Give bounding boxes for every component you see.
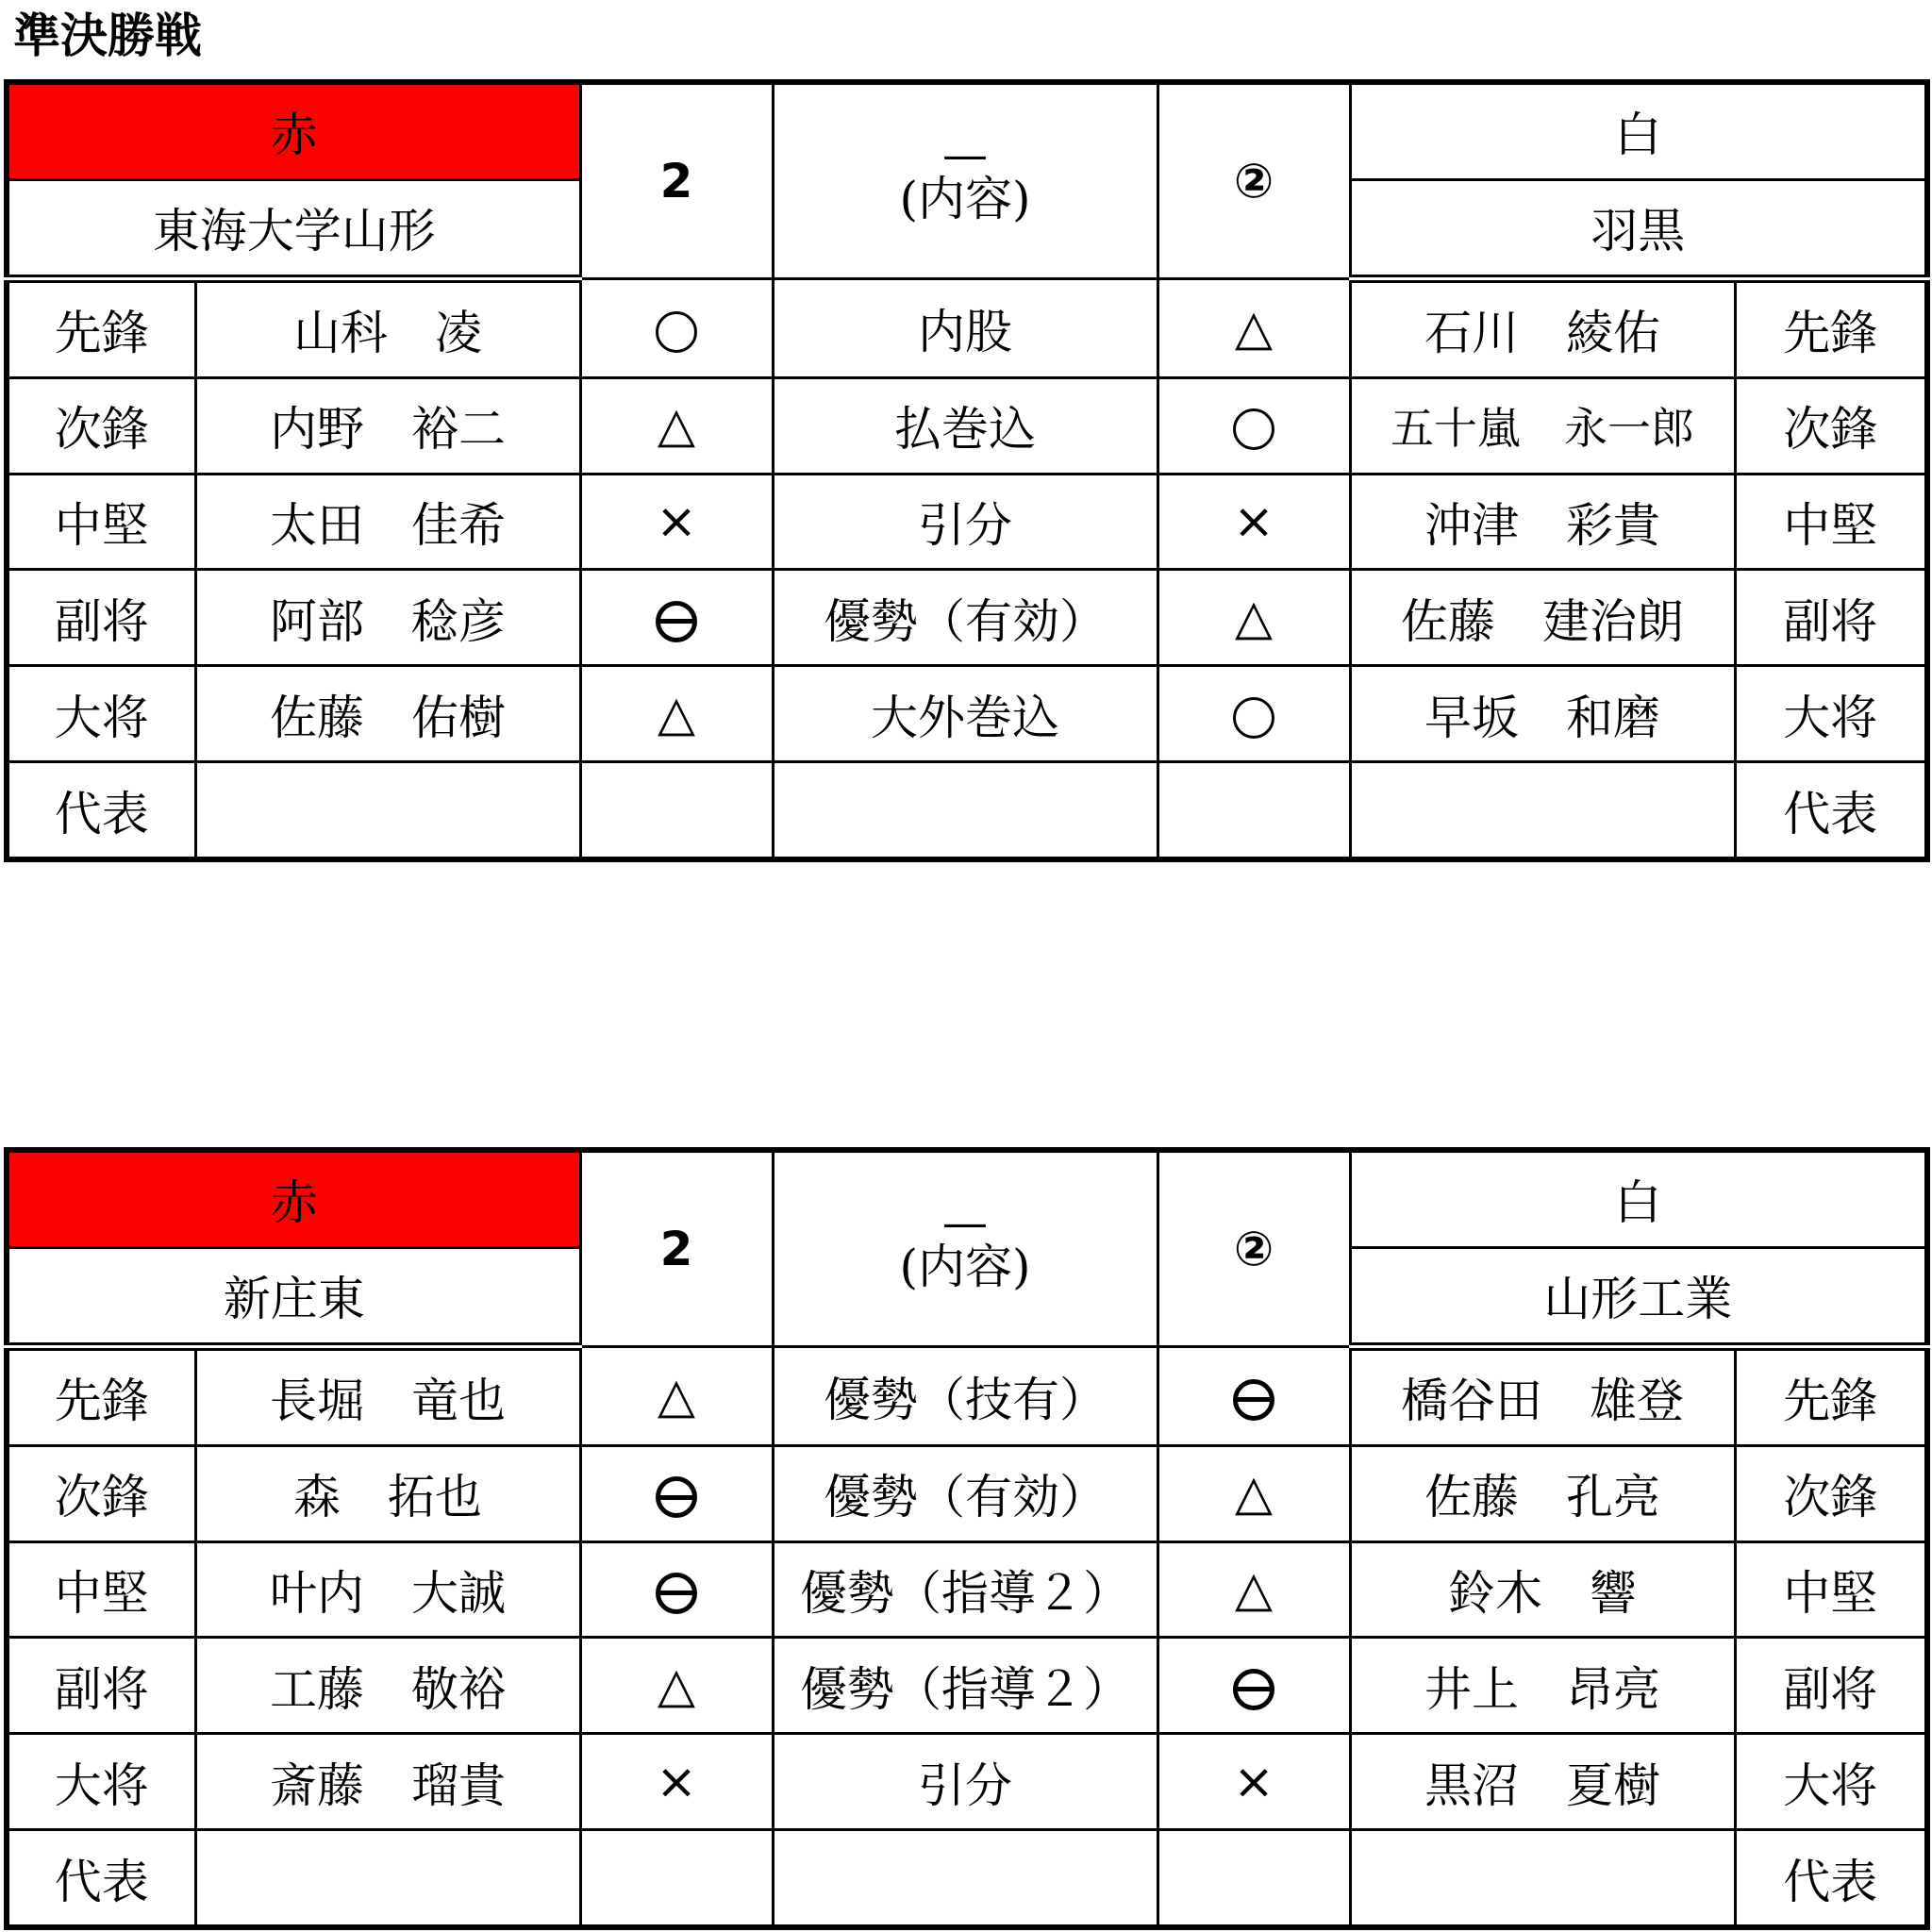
white-result [1158,1734,1350,1830]
table-row [7,762,1927,859]
white-result [1158,278,1350,377]
result-symbol: △ [1235,589,1273,646]
table-row [7,474,1927,570]
position-label: 先鋒 [7,278,195,377]
position-label-right: 先鋒 [1735,278,1927,377]
white-player-name: 沖津 彩貴 [1350,474,1735,570]
bout-content: 優勢（有効） [773,570,1158,666]
content-dash: — [942,128,988,182]
position-label-right: 次鋒 [1735,1445,1927,1541]
content-header [773,82,1158,278]
red-result [580,1445,773,1541]
red-player-name [195,762,580,859]
content-label: (内容) [899,172,1031,227]
position-label-right: 大将 [1735,1734,1927,1830]
red-team-name: 新庄東 [7,1247,580,1346]
position-label-right: 代表 [1735,1830,1927,1927]
position-label-right: 代表 [1735,762,1927,859]
bout-content [773,1830,1158,1927]
red-player-name: 阿部 稔彦 [195,570,580,666]
white-score: ② [1158,82,1350,278]
match-table [4,79,1930,862]
white-result [1158,1445,1350,1541]
red-result [580,474,773,570]
bout-content: 払巻込 [773,377,1158,474]
white-result [1158,1541,1350,1638]
position-label-right: 副将 [1735,1638,1927,1734]
white-player-name: 橋谷田 雄登 [1350,1346,1735,1445]
white-side-label: 白 [1350,82,1927,179]
red-player-name [195,1830,580,1927]
red-result [580,666,773,762]
match-table [4,1147,1930,1930]
white-result [1158,377,1350,474]
red-side-label: 赤 [7,82,580,179]
position-label: 大将 [7,666,195,762]
white-score: ② [1158,1150,1350,1346]
white-result [1158,1346,1350,1445]
white-team-name: 羽黒 [1350,179,1927,278]
position-label: 中堅 [7,1541,195,1638]
red-result [580,1541,773,1638]
position-label: 代表 [7,1830,195,1927]
minus-circle-icon [1233,1379,1274,1421]
red-player-name: 佐藤 佑樹 [195,666,580,762]
table-row [7,1830,1927,1927]
white-player-name: 鈴木 響 [1350,1541,1735,1638]
white-player-name [1350,762,1735,859]
table-row [7,1638,1927,1734]
result-symbol: △ [1235,1465,1273,1523]
red-result [580,1830,773,1927]
red-result [580,1638,773,1734]
position-label: 先鋒 [7,1346,195,1445]
white-player-name: 早坂 和磨 [1350,666,1735,762]
win-circle-icon [1233,408,1274,450]
bout-content: 引分 [773,1734,1158,1830]
white-result [1158,1638,1350,1734]
position-label-right: 先鋒 [1735,1346,1927,1445]
red-team-name: 東海大学山形 [7,179,580,278]
red-result [580,1734,773,1830]
header-row [7,82,1927,179]
position-label: 大将 [7,1734,195,1830]
bout-content: 引分 [773,474,1158,570]
win-circle-icon [656,311,697,353]
minus-circle-icon [656,1476,697,1518]
red-player-name: 太田 佳希 [195,474,580,570]
table-row [7,570,1927,666]
white-player-name: 五十嵐 永一郎 [1350,377,1735,474]
white-result [1158,570,1350,666]
bout-content: 優勢（指導２） [773,1638,1158,1734]
bout-content: 内股 [773,278,1158,377]
result-symbol: △ [658,1367,695,1424]
result-symbol: △ [658,1657,695,1714]
red-result [580,278,773,377]
white-team-name: 山形工業 [1350,1247,1927,1346]
red-player-name: 叶内 大誠 [195,1541,580,1638]
white-result [1158,666,1350,762]
white-result [1158,762,1350,859]
position-label: 副将 [7,1638,195,1734]
content-dash: — [942,1196,988,1250]
red-player-name: 長堀 竜也 [195,1346,580,1445]
result-symbol: × [656,492,697,550]
white-result [1158,1830,1350,1927]
win-circle-icon [1233,697,1274,739]
position-label-right: 中堅 [1735,474,1927,570]
red-player-name: 森 拓也 [195,1445,580,1541]
table-row [7,1346,1927,1445]
minus-circle-icon [1233,1669,1274,1710]
result-symbol: △ [1235,1560,1273,1618]
content-header [773,1150,1158,1346]
result-symbol: × [1233,492,1274,550]
white-player-name: 佐藤 建治朗 [1350,570,1735,666]
white-player-name: 石川 綾佑 [1350,278,1735,377]
red-result [580,1346,773,1445]
page-title: 準決勝戦 [13,8,202,63]
position-label: 次鋒 [7,1445,195,1541]
white-side-label: 白 [1350,1150,1927,1247]
bout-content: 大外巻込 [773,666,1158,762]
position-label-right: 副将 [1735,570,1927,666]
table-row [7,1445,1927,1541]
white-player-name: 黒沼 夏樹 [1350,1734,1735,1830]
bout-content: 優勢（技有） [773,1346,1158,1445]
bout-content: 優勢（有効） [773,1445,1158,1541]
bout-content [773,762,1158,859]
red-player-name: 斎藤 瑠貴 [195,1734,580,1830]
position-label: 中堅 [7,474,195,570]
red-side-label: 赤 [7,1150,580,1247]
table-row [7,278,1927,377]
minus-circle-icon [656,601,697,642]
position-label: 代表 [7,762,195,859]
bout-content: 優勢（指導２） [773,1541,1158,1638]
result-symbol: × [1233,1753,1274,1810]
content-label: (内容) [899,1240,1031,1295]
white-result [1158,474,1350,570]
table-row [7,666,1927,762]
white-player-name: 佐藤 孔亮 [1350,1445,1735,1541]
red-result [580,377,773,474]
result-symbol: △ [658,685,695,742]
position-label-right: 大将 [1735,666,1927,762]
table-row [7,377,1927,474]
table-row [7,1541,1927,1638]
minus-circle-icon [656,1573,697,1614]
position-label: 次鋒 [7,377,195,474]
white-player-name: 井上 昂亮 [1350,1638,1735,1734]
white-player-name [1350,1830,1735,1927]
result-symbol: △ [658,397,695,455]
position-label-right: 次鋒 [1735,377,1927,474]
red-player-name: 工藤 敬裕 [195,1638,580,1734]
red-player-name: 山科 凌 [195,278,580,377]
position-label-right: 中堅 [1735,1541,1927,1638]
result-symbol: × [656,1753,697,1810]
header-row [7,1150,1927,1247]
red-player-name: 内野 裕二 [195,377,580,474]
red-score: 2 [580,1150,773,1346]
result-symbol: △ [1235,299,1273,357]
red-result [580,762,773,859]
red-result [580,570,773,666]
table-row [7,1734,1927,1830]
position-label: 副将 [7,570,195,666]
red-score: 2 [580,82,773,278]
